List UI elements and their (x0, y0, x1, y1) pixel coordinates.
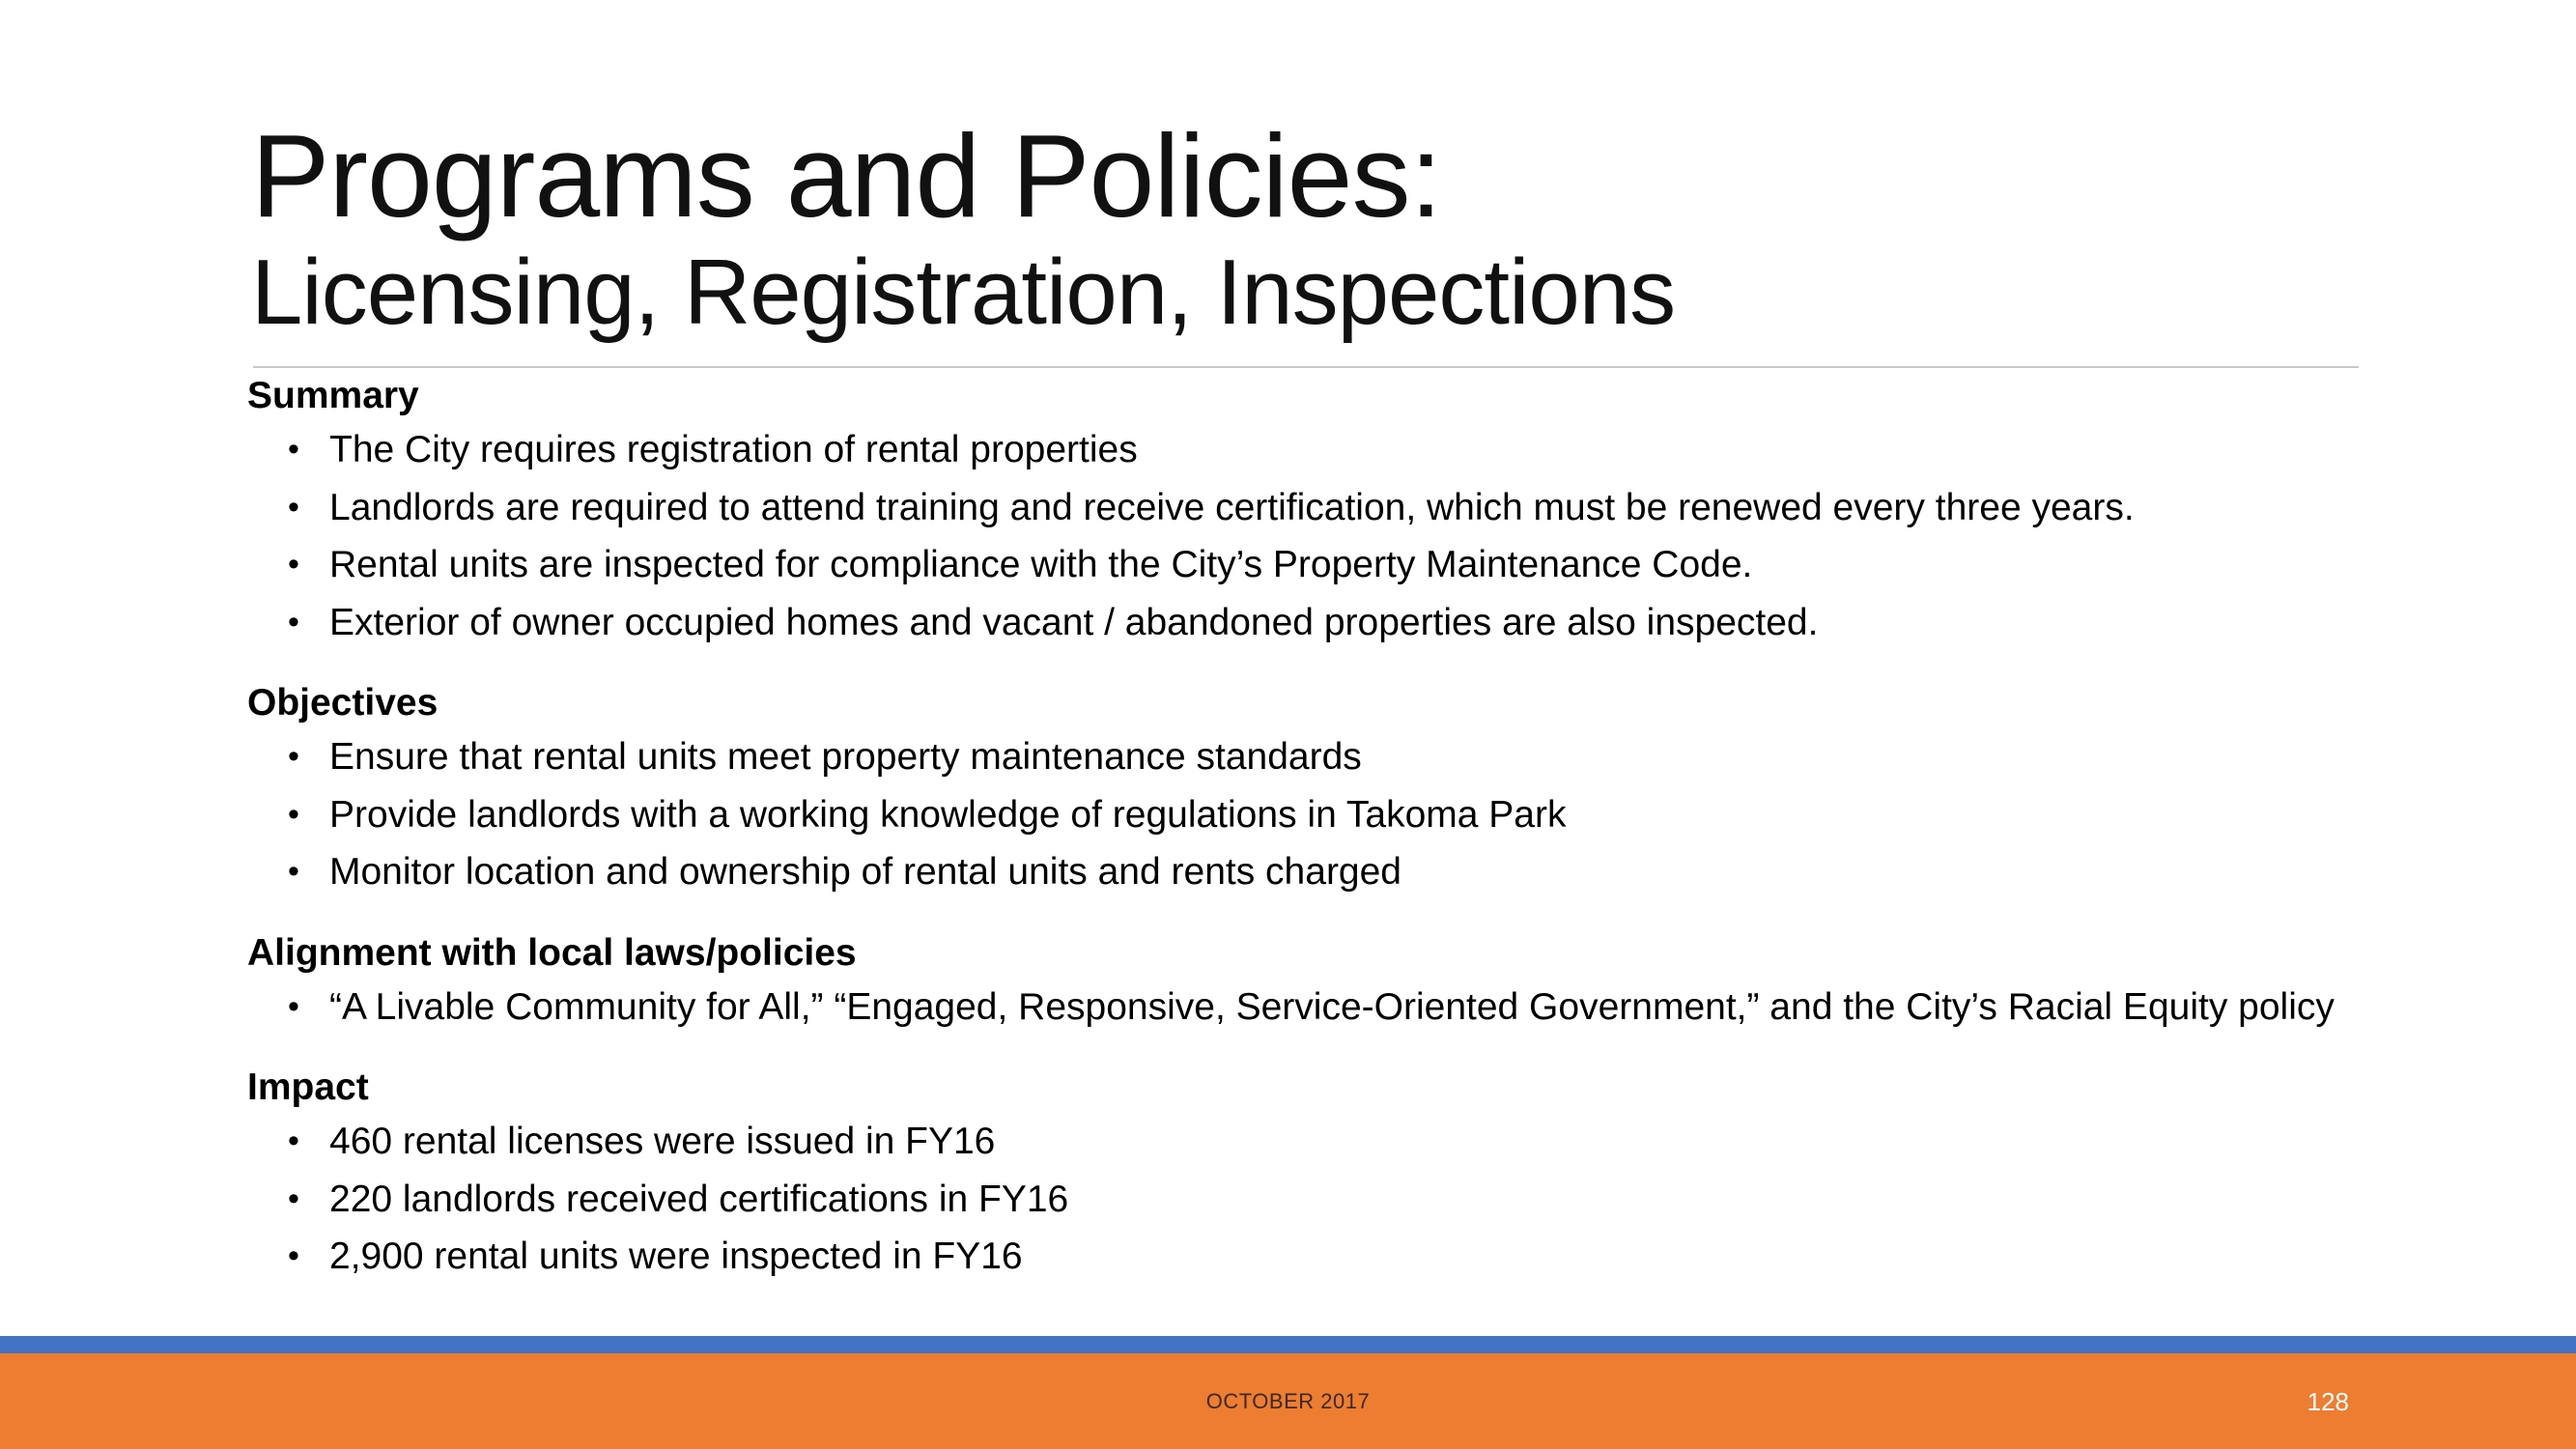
bullet-text: 2,900 rental units were inspected in FY16 (329, 1236, 1023, 1277)
bullet-icon: • (288, 603, 299, 640)
bullet-text: Rental units are inspected for compliance with the City’s Property Maintenance Code. (329, 544, 1753, 585)
bullet-item (288, 594, 2469, 652)
bullet-item (288, 536, 2469, 594)
slide-title-block (251, 108, 1675, 346)
bullet-icon: • (288, 1122, 299, 1159)
bullet-item (288, 979, 2469, 1037)
section-alignment (247, 928, 2469, 1037)
bullet-item (288, 843, 2469, 901)
footer-band-blue (0, 1336, 2576, 1353)
section-summary (247, 371, 2469, 651)
slide-subtitle: Licensing, Registration, Inspections (251, 241, 1676, 344)
page-number: 128 (2307, 1387, 2349, 1416)
bullet-text: 460 rental licenses were issued in FY16 (329, 1121, 996, 1162)
bullet-text: Monitor location and ownership of rental units and rents charged (329, 851, 1401, 893)
bullet-icon: • (288, 987, 299, 1025)
slide-title: Programs and Policies: (251, 110, 1442, 242)
bullet-list (247, 979, 2469, 1037)
bullet-item (288, 786, 2469, 844)
bullet-item (288, 1228, 2469, 1286)
bullet-icon: • (288, 738, 299, 775)
bullet-text: Landlords are required to attend training and receive certification, which must be renewed every three years. (329, 486, 2135, 528)
bullet-text: The City requires registration of rental properties (329, 429, 1138, 470)
bullet-icon: • (288, 431, 299, 468)
bullet-icon: • (288, 1179, 299, 1217)
footer-date: OCTOBER 2017 (1205, 1389, 1371, 1413)
bullet-list (247, 728, 2469, 901)
bullet-text: Provide landlords with a working knowledge of regulations in Takoma Park (329, 793, 1567, 836)
slide-content (247, 371, 2469, 1313)
section-heading: Objectives (247, 682, 439, 724)
bullet-icon: • (288, 853, 299, 890)
bullet-item (288, 728, 2469, 786)
bullet-item (288, 1171, 2469, 1229)
bullet-list (247, 421, 2469, 651)
title-divider (253, 366, 2359, 368)
bullet-icon: • (288, 795, 299, 833)
bullet-text: Ensure that rental units meet property maintenance standards (329, 736, 1362, 778)
bullet-item (288, 1113, 2469, 1171)
section-heading: Alignment with local laws/policies (247, 931, 857, 974)
bullet-item (288, 479, 2469, 537)
bullet-icon: • (288, 1237, 299, 1274)
section-objectives (247, 678, 2469, 901)
section-heading: Summary (247, 375, 419, 416)
bullet-list (247, 1113, 2469, 1286)
bullet-icon: • (288, 546, 299, 582)
bullet-text: Exterior of owner occupied homes and vacant / abandoned properties are also inspected. (329, 601, 1819, 643)
bullet-item (288, 421, 2469, 479)
bullet-icon: • (288, 488, 299, 526)
bullet-text: “A Livable Community for All,” “Engaged, Responsive, Service-Oriented Government,” and the City’s Racial Equity policy (329, 985, 2335, 1028)
section-heading: Impact (247, 1066, 369, 1108)
bullet-text: 220 landlords received certifications in FY16 (329, 1178, 1069, 1220)
section-impact (247, 1063, 2469, 1286)
